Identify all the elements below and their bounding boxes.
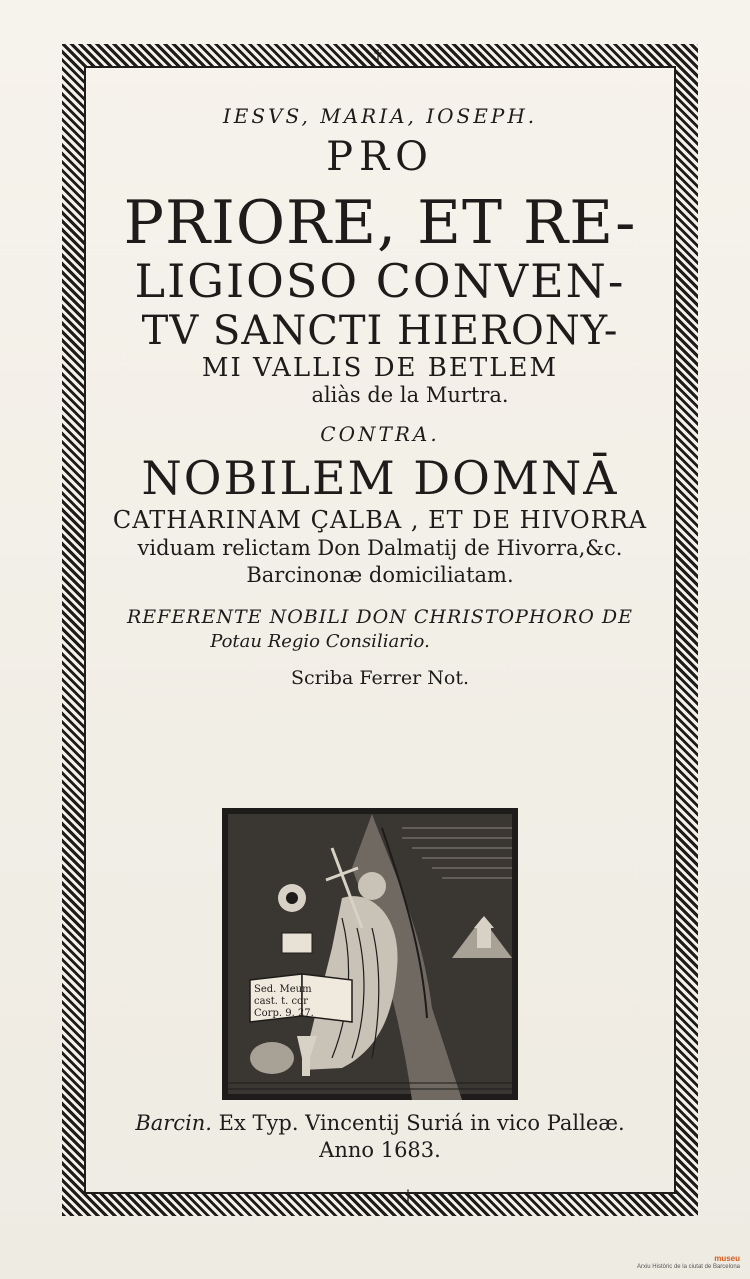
imprint-place: Barcin. <box>135 1111 212 1135</box>
museum-logo: museu <box>714 1254 740 1264</box>
contra-heading: CONTRA. <box>320 421 440 446</box>
defendant-line-1: NOBILEM DOMNĀ <box>141 450 619 505</box>
defendant-line-4: Barcinonæ domiciliatam. <box>246 562 514 587</box>
title-line-1: PRIORE, ET RE- <box>123 188 637 258</box>
title-line-4: MI VALLIS DE BETLEM <box>201 352 559 383</box>
bottom-cross-icon: † <box>404 1186 412 1205</box>
title-line-2: LIGIOSO CONVEN- <box>134 254 626 308</box>
woodcut-illustration <box>222 808 518 1100</box>
book-text-line-3: Corp. 9. 27. <box>254 1008 314 1019</box>
referente-line-1: REFERENTE NOBILI DON CHRISTOPHORO DE <box>126 606 634 629</box>
referente-line-2: Potau Regio Consiliario. <box>210 630 430 652</box>
book-text-line-1: Sed. Meum <box>254 984 312 995</box>
title-page-text <box>90 90 670 689</box>
defendant-line-2: CATHARINAM ÇALBA , ET DE HIVORRA <box>112 505 648 534</box>
watermark-text: Arxiu Històric de la ciutat de Barcelona <box>636 1263 740 1270</box>
imprint-printer: Ex Typ. Vincentij Suriá in vico Palleæ. <box>211 1111 625 1135</box>
imprint-year: Anno 1683. <box>319 1138 441 1163</box>
scriba-line: Scriba Ferrer Not. <box>290 667 469 690</box>
pro-heading: PRO <box>326 134 434 180</box>
imprint <box>90 1110 670 1165</box>
invocation: IESVS, MARIA, IOSEPH. <box>222 104 538 128</box>
imprint-line-1 <box>90 1110 670 1137</box>
top-cross-icon: † <box>374 46 382 65</box>
defendant-line-3: viduam relictam Don Dalmatij de Hivorra,&c. <box>137 535 623 560</box>
title-line-3: TV SANCTI HIERONY- <box>141 307 619 354</box>
archive-watermark <box>637 1254 740 1271</box>
book-text-line-2: cast. t. cor <box>254 996 308 1007</box>
alias-line: aliàs de la Murtra. <box>311 383 509 408</box>
